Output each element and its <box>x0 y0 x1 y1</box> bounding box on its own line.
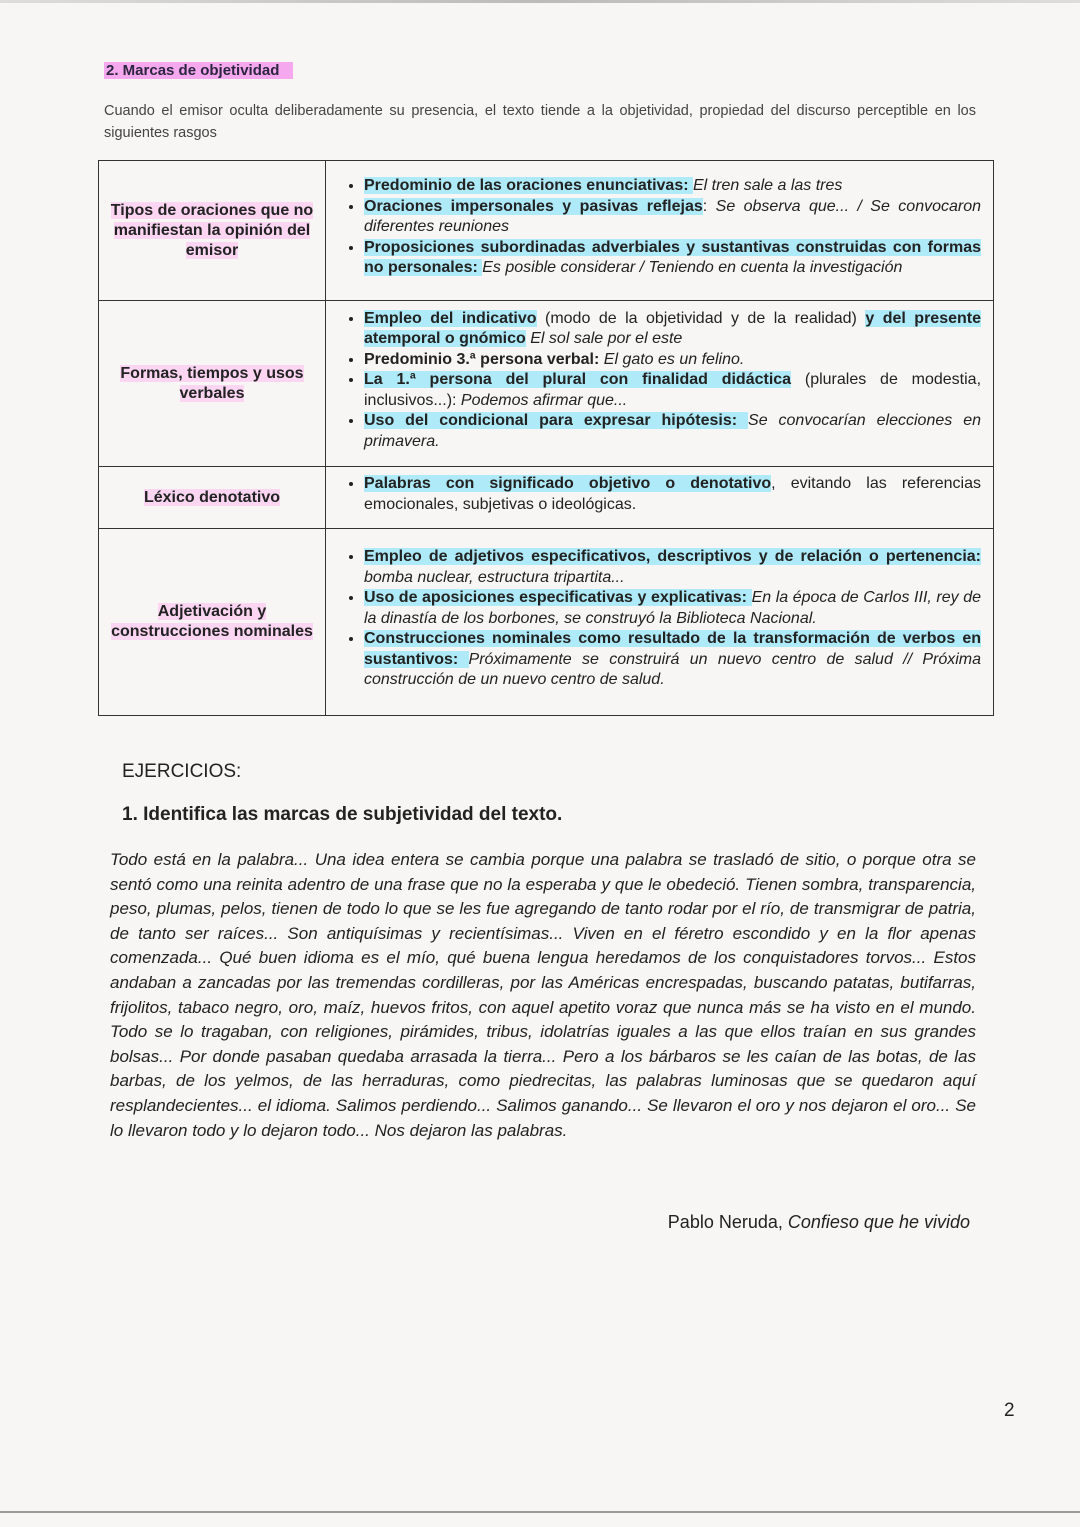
feature-text: Palabras con significado objetivo o denotativo <box>364 475 772 492</box>
list-item <box>364 370 981 411</box>
row-label-cell <box>99 467 326 529</box>
item-text: (modo de la objetividad y de la realidad) <box>536 309 866 327</box>
list-item <box>364 588 981 629</box>
page-edge <box>0 0 1080 3</box>
row-label-cell <box>99 529 326 716</box>
table-row <box>99 301 994 467</box>
row-label: Formas, tiempos y usos verbales <box>120 364 304 402</box>
list-item <box>364 350 981 371</box>
item-text: : <box>702 197 716 215</box>
item-text: , evitando las referencias emocionales, subjetivas o ideológicas. <box>364 475 981 513</box>
example-text: El gato es un felino. <box>603 350 745 368</box>
row-label: Adjetivación y construcciones nominales <box>111 603 313 640</box>
feature-text: Proposiciones subordinadas adverbiales y sustantivas construidas con formas no personales: <box>364 238 981 277</box>
intro-paragraph: Cuando el emisor oculta deliberadamente su presencia, el texto tiende a la objetividad, propiedad del discurso perceptible en los siguientes rasgos <box>104 103 976 141</box>
list-item <box>364 411 981 452</box>
table-row <box>99 161 994 301</box>
list-item <box>364 238 981 279</box>
row-content-cell <box>326 301 994 467</box>
table-row <box>99 467 994 529</box>
row-label: Tipos de oraciones que no manifiestan la opinión del emisor <box>110 201 314 259</box>
list-item <box>364 309 981 350</box>
page-edge-bottom <box>0 1511 1080 1513</box>
list-item <box>364 176 981 197</box>
objectivity-marks-table <box>98 160 994 716</box>
row-label: Léxico denotativo <box>143 488 281 506</box>
row-content-cell <box>326 529 994 716</box>
feature-text: Oraciones impersonales y pasivas reflejas <box>364 197 703 215</box>
example-text: Próximamente se construirá un nuevo centro de salud // Próxima construcción de un nuevo centro de salud. <box>364 650 982 689</box>
example-text: bomba nuclear, estructura tripartita... <box>364 568 625 586</box>
exercise-question: 1. Identifica las marcas de subjetividad del texto. <box>122 804 563 825</box>
section-title: 2. Marcas de objetividad <box>104 62 293 79</box>
feature-text: La 1.ª persona del plural con finalidad didáctica <box>364 371 792 389</box>
list-item <box>364 474 981 515</box>
feature-text: Predominio de las oraciones enunciativas: <box>364 177 693 195</box>
example-text: Se observa que... / Se convocaron diferentes reuniones <box>364 197 982 236</box>
list-item <box>364 629 981 691</box>
page-number: 2 <box>1004 1400 1015 1421</box>
example-text: El tren sale a las tres <box>693 177 843 195</box>
list-item <box>364 547 981 588</box>
row-content-cell <box>326 467 994 529</box>
author: Pablo Neruda, <box>667 1212 788 1232</box>
neruda-passage: Todo está en la palabra... Una idea entera se cambia porque una palabra se trasladó de sitio, o porque otra se sentó como una reinita adentro de una frase que no la esperaba y que le obedeció. Tienen sombra, transparencia, peso, plumas, pelos, tienen de todo lo que se les fue agregando de tanto rodar por el río, de transmigrar de patria, de tanto ser raíces... Son antiquísimas y recientísimas... Viven en el féretro escondido y en la flor apenas comenzada... Qué buen idioma es el mío, qué buena lengua heredamos de los conquistadores torvos... Estos andaban a zancadas por las tremendas cordilleras, por las Américas encrespadas, buscando patatas, butifarras, frijolitos, tabaco negro, oro, maíz, huevos fritos, con aquel apetito voraz que nunca más se ha visto en el mundo. Todo se lo tragaban, con religiones, pirámides, tribus, idolatrías iguales a las que ellos traían en sus grandes bolsas... Por donde pasaban quedaba arrasada la tierra... Pero a los bárbaros se les caían de las botas, de las barbas, de los yelmos, de las herraduras, como piedrecitas, las palabras luminosas que se quedaron aquí resplandecientes... el idioma. Salimos perdiendo... Salimos ganando... Se llevaron el oro y nos dejaron el oro... Se lo llevaron todo y lo dejaron todo... Nos dejaron las palabras. <box>110 850 976 1140</box>
feature-text: Construcciones nominales como resultado de la transformación de verbos en sustantivos: <box>364 630 981 668</box>
table-row <box>99 529 994 716</box>
item-text: (plurales de modestia, inclusivos...): <box>364 371 982 409</box>
row-label-cell <box>99 301 326 467</box>
feature-text: Empleo del indicativo <box>364 309 537 327</box>
example-text: El sol sale por el este <box>525 330 683 348</box>
feature-text: Empleo de adjetivos especificativos, descriptivos y de relación o pertenencia: <box>364 548 981 566</box>
exercises-heading: EJERCICIOS: <box>122 761 242 782</box>
example-text: En la época de Carlos III, rey de la dinastía de los borbones, se construyó la Biblioteca Nacional. <box>364 589 981 627</box>
feature-text: Uso de aposiciones especificativas y explicativas: <box>364 589 752 607</box>
example-text: Se convocarían elecciones en primavera. <box>364 412 981 450</box>
work-title: Confieso que he vivido <box>787 1212 970 1232</box>
list-item <box>364 197 981 238</box>
row-label-cell <box>99 161 326 301</box>
row-content-cell <box>326 161 994 301</box>
feature-text: Predominio 3.ª persona verbal: <box>364 350 604 368</box>
feature-text: Uso del condicional para expresar hipótesis: <box>364 412 749 430</box>
example-text: Es posible considerar / Teniendo en cuenta la investigación <box>482 259 903 277</box>
feature-text: y del presente atemporal o gnómico <box>364 309 981 348</box>
attribution <box>668 1212 970 1233</box>
example-text: Podemos afirmar que... <box>460 391 628 409</box>
